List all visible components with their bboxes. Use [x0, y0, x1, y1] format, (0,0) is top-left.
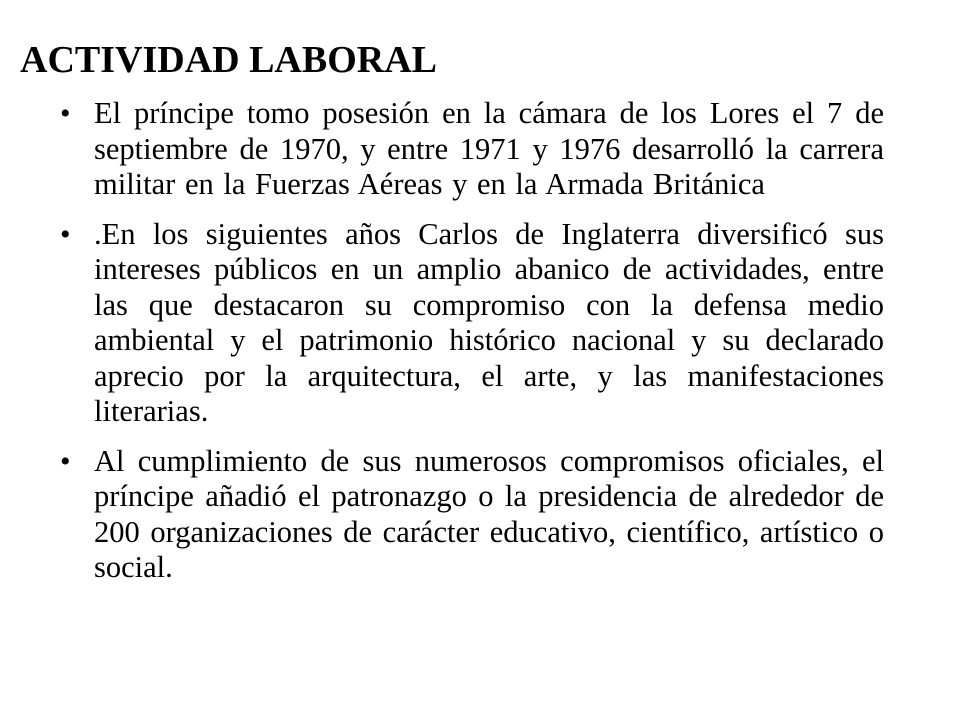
- bullet-list: [0, 96, 960, 586]
- bullet-icon: •: [60, 217, 71, 251]
- bullet-icon: •: [60, 97, 71, 130]
- bullet-text: El príncipe tomo posesión en la cámara de los Lores el 7 de septiembre de 1970, y entre 1971 y 1976 desarrolló la carrera militar en la Fuerzas Aéreas y en la Armada Británica: [94, 96, 884, 201]
- bullet-item: [0, 444, 884, 586]
- bullet-text: Al cumplimiento de sus numerosos compromisos oficiales, el príncipe añadió el patronazgo o la presidencia de alrededor de 200 organizaciones de carácter educativo, científico, artístico o social.: [94, 443, 884, 584]
- bullet-icon: •: [60, 444, 71, 478]
- bullet-item: [0, 217, 884, 430]
- bullet-text: .En los siguientes años Carlos de Inglaterra diversificó sus intereses públicos en un amplio abanico de actividades, entre las que destacaron su compromiso con la defensa medio ambiental y el patrimonio histórico nacional y su declarado aprecio por la arquitectura, el arte, y las manifestaciones literarias.: [94, 216, 884, 428]
- slide-title: ACTIVIDAD LABORAL: [20, 39, 437, 81]
- bullet-item: [0, 96, 884, 203]
